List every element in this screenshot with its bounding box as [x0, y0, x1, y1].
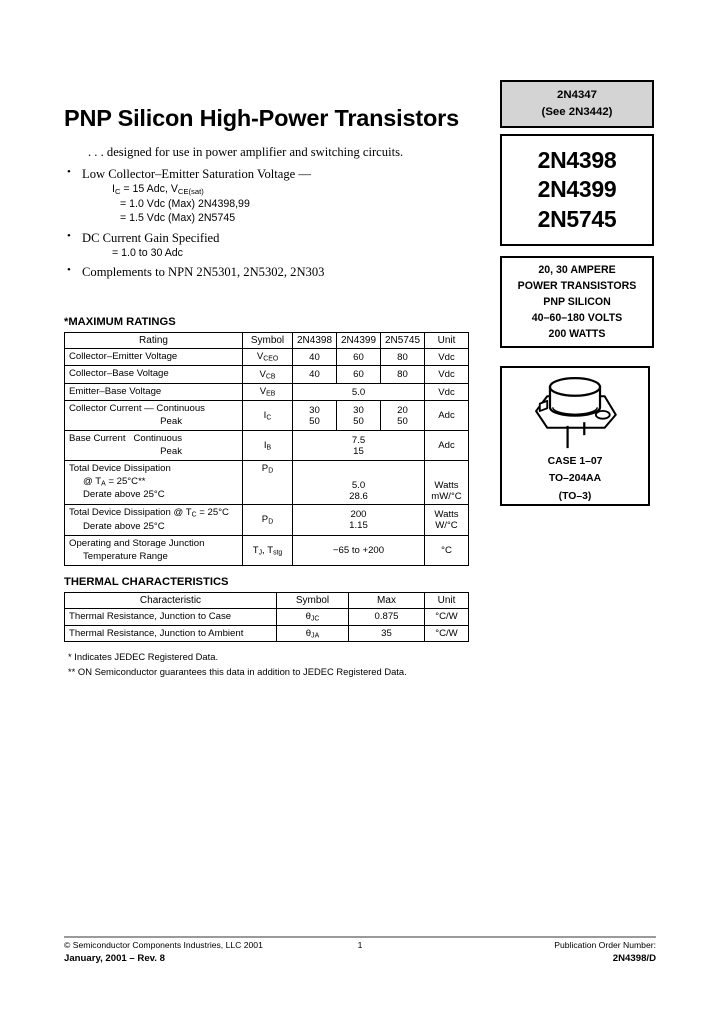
cell-value: 7.5 15	[293, 431, 425, 461]
cell-value: 5.0	[293, 383, 425, 400]
col-unit: Unit	[425, 593, 469, 609]
table-row	[65, 536, 469, 566]
cell-rating: Collector–Base Voltage	[65, 366, 243, 383]
col-rating: Rating	[65, 333, 243, 349]
cell-value: 60	[337, 366, 381, 383]
feature-list	[64, 166, 474, 280]
cell-max: 35	[349, 625, 425, 642]
part-numbers-box	[500, 134, 654, 246]
footer-copyright: © Semiconductor Components Industries, LLC 2001	[64, 940, 263, 950]
col-symbol: Symbol	[243, 333, 293, 349]
cell-rating: Total Device Dissipation @ $T_C = 25^\circ C$ Derate above 25°C	[65, 504, 243, 535]
footer-date-revision: January, 2001 – Rev. 8	[64, 953, 165, 964]
table-row	[65, 401, 469, 431]
cell-unit: Watts W/°C	[425, 504, 469, 535]
cell-rating: Operating and Storage Junction Temperature Range	[65, 536, 243, 566]
feature-text: • Complements to NPN 2N5301, 2N5302, 2N303	[82, 264, 325, 279]
cell-symbol: $V_{CB}$	[243, 366, 293, 383]
spec-line: 200 WATTS	[548, 328, 606, 341]
col-2n5745: 2N5745	[381, 333, 425, 349]
left-content-column	[64, 104, 474, 280]
feature-item	[64, 166, 474, 226]
feature-subline: = 1.0 Vdc (Max) 2N4398,99	[120, 197, 250, 210]
feature-subline: $I_C = 15$ Adc, $V_{CE(sat)}$	[112, 182, 204, 196]
feature-text: • Low Collector–Emitter Saturation Voltage —	[82, 166, 311, 181]
to3-package-icon	[515, 374, 635, 452]
cell-value: 30 50	[337, 401, 381, 431]
cell-value: 40	[293, 366, 337, 383]
cell-symbol: $\theta_{JC}$	[277, 609, 349, 626]
table-row	[65, 383, 469, 400]
cell-value: 200 1.15	[293, 504, 425, 535]
package-alt-name: (TO–3)	[558, 490, 592, 502]
table-row	[65, 461, 469, 505]
cell-rating: Collector–Emitter Voltage	[65, 349, 243, 366]
cell-rating: Total Device Dissipation @ $T_A = 25^\circ C**$ Derate above 25°C	[65, 461, 243, 505]
part-number: 2N5745	[537, 205, 617, 232]
page-title: PNP Silicon High-Power Transistors	[64, 105, 459, 131]
table-row	[65, 431, 469, 461]
spec-line: PNP SILICON	[543, 295, 611, 308]
table-row	[65, 504, 469, 535]
feature-subline: = 1.5 Vdc (Max) 2N5745	[120, 212, 236, 225]
cell-unit: Watts mW/°C	[425, 461, 469, 505]
cell-unit: °C/W	[425, 609, 469, 626]
cross-reference-part: 2N4347	[557, 89, 597, 102]
cell-rating: Collector Current — Continuous Peak	[65, 401, 243, 431]
footer-pub-label: Publication Order Number:	[554, 940, 656, 950]
cell-value: 30 50	[293, 401, 337, 431]
cell-characteristic: Thermal Resistance, Junction to Case	[65, 609, 277, 626]
cross-reference-box	[500, 80, 654, 128]
cell-max: 0.875	[349, 609, 425, 626]
spec-line: POWER TRANSISTORS	[517, 279, 637, 292]
cell-unit: °C/W	[425, 625, 469, 642]
cell-unit: Vdc	[425, 383, 469, 400]
col-max: Max	[349, 593, 425, 609]
package-outline: TO–204AA	[548, 473, 602, 485]
col-2n4398: 2N4398	[293, 333, 337, 349]
cross-reference-note: (See 2N3442)	[541, 106, 613, 118]
thermal-characteristics-table	[64, 592, 469, 642]
footnote-single-star: * Indicates JEDEC Registered Data.	[68, 651, 219, 662]
feature-text: • DC Current Gain Specified	[82, 230, 220, 245]
table-row	[65, 349, 469, 366]
cell-value: 40	[293, 349, 337, 366]
table-row	[65, 609, 469, 626]
page-footer	[64, 940, 656, 966]
col-symbol: Symbol	[277, 593, 349, 609]
max-ratings-table	[64, 332, 469, 566]
cell-symbol: $I_B$	[243, 431, 293, 461]
cell-unit: °C	[425, 536, 469, 566]
cell-rating: Emitter–Base Voltage	[65, 383, 243, 400]
spec-line: 40–60–180 VOLTS	[531, 312, 623, 325]
table-row	[65, 625, 469, 642]
cell-value: 80	[381, 349, 425, 366]
cell-unit: Adc	[425, 401, 469, 431]
package-outline-box	[500, 366, 650, 506]
cell-symbol: $V_{CEO}$	[243, 349, 293, 366]
spec-line: 20, 30 AMPERE	[538, 263, 616, 276]
part-number: 2N4398	[537, 146, 617, 173]
footer-page-number: 1	[357, 940, 363, 950]
cell-value: 60	[337, 349, 381, 366]
package-case: CASE 1–07	[547, 455, 603, 467]
max-ratings-heading: *MAXIMUM RATINGS	[64, 316, 176, 328]
cell-value: 20 50	[381, 401, 425, 431]
cell-symbol: $I_C$	[243, 401, 293, 431]
thermal-heading: THERMAL CHARACTERISTICS	[64, 576, 229, 588]
feature-item	[64, 264, 474, 280]
part-number: 2N4399	[537, 176, 617, 203]
table-row	[65, 366, 469, 383]
cell-characteristic: Thermal Resistance, Junction to Ambient	[65, 625, 277, 642]
cell-unit: Adc	[425, 431, 469, 461]
feature-item	[64, 230, 474, 260]
cell-value: −65 to +200	[293, 536, 425, 566]
table-header-row	[65, 593, 469, 609]
footnotes	[68, 650, 407, 679]
cell-symbol: $V_{EB}$	[243, 383, 293, 400]
cell-symbol: $P_D$	[243, 461, 293, 505]
cell-value: 5.0 28.6	[293, 461, 425, 505]
lead-description: . . . designed for use in power amplifier and switching circuits.	[88, 144, 404, 159]
cell-rating: Base Current Continuous Peak	[65, 431, 243, 461]
footer-pub-number: 2N4398/D	[612, 953, 656, 964]
cell-value: 80	[381, 366, 425, 383]
footnote-double-star: ** ON Semiconductor guarantees this data in addition to JEDEC Registered Data.	[68, 665, 407, 677]
cell-symbol: $\theta_{JA}$	[277, 625, 349, 642]
feature-subline: = 1.0 to 30 Adc	[112, 246, 183, 259]
cell-symbol: $P_D$	[243, 504, 293, 535]
specifications-box	[500, 256, 654, 348]
cell-unit: Vdc	[425, 366, 469, 383]
cell-symbol: $T_J$, $T_{stg}$	[243, 536, 293, 566]
footer-divider	[64, 936, 656, 938]
col-unit: Unit	[425, 333, 469, 349]
col-2n4399: 2N4399	[337, 333, 381, 349]
cell-unit: Vdc	[425, 349, 469, 366]
col-characteristic: Characteristic	[65, 593, 277, 609]
table-header-row	[65, 333, 469, 349]
